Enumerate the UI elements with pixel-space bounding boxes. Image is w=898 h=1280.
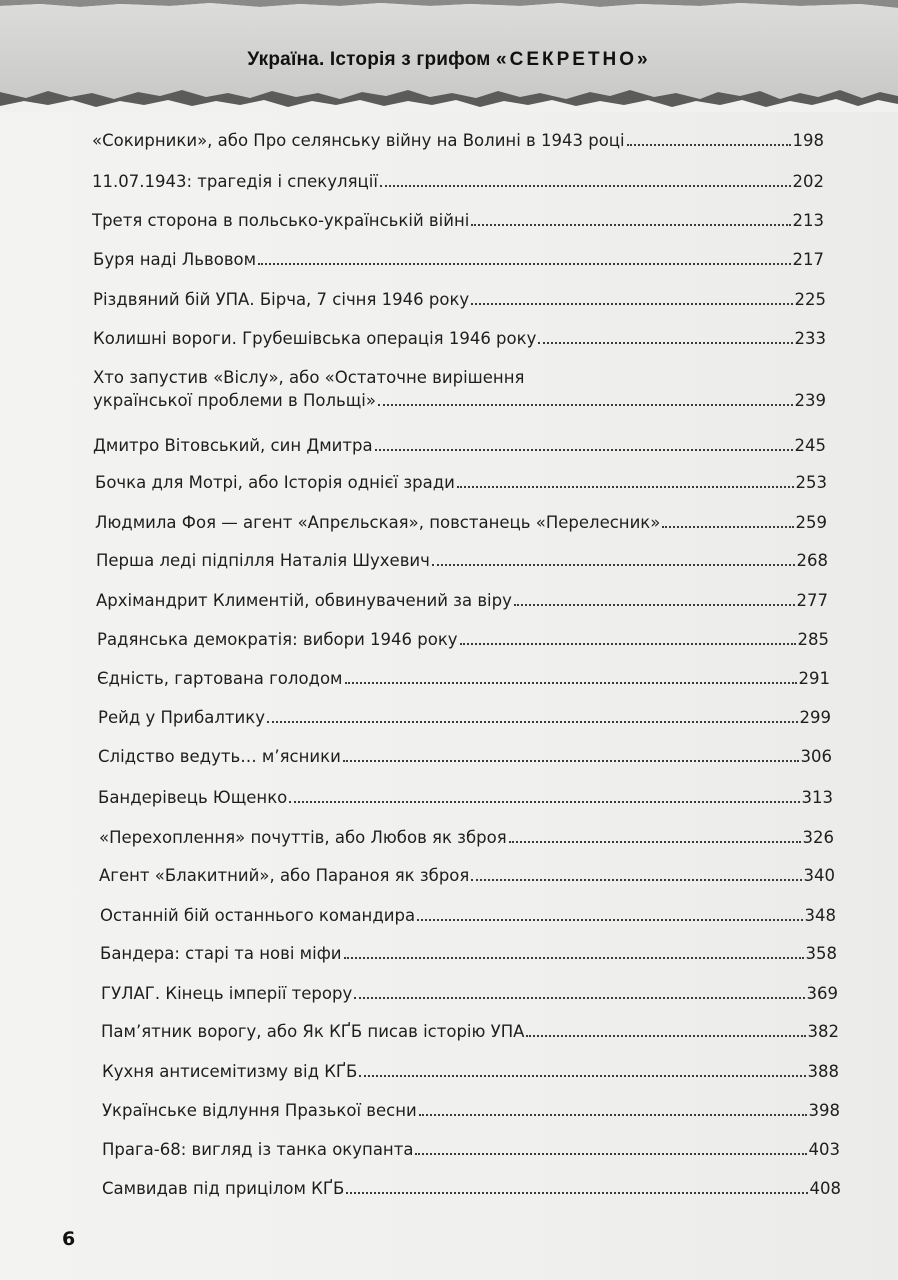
toc-entry-title: Кухня антисемітизму від КҐБ: [102, 1062, 358, 1081]
toc-entry-title: 11.07.1943: трагедія і спекуляції: [92, 172, 378, 191]
dot-leader: [343, 760, 799, 762]
toc-entry: [96, 549, 828, 572]
toc-entry: [98, 706, 831, 729]
toc-entry-page: 217: [792, 250, 824, 269]
dot-leader: [457, 486, 794, 488]
toc-entry-title: Третя сторона в польсько-українській війні: [92, 211, 470, 230]
toc-entry: [93, 434, 826, 457]
toc-entry-title: Рейд у Прибалтику: [98, 708, 265, 727]
toc-entry-title: Пам’ятник ворогу, або Як КҐБ писав історію УПА: [101, 1022, 525, 1041]
toc-entry: [100, 942, 837, 965]
toc-entry-page: 369: [806, 984, 838, 1003]
toc-entry-page: 268: [796, 551, 828, 570]
dot-leader: [415, 1153, 806, 1155]
toc-entry: [99, 826, 834, 849]
running-title-text: Україна. Історія з грифом: [247, 49, 497, 70]
toc-entry-title: «Перехоплення» почуттів, або Любов як зброя: [99, 828, 507, 847]
dot-leader: [359, 1075, 805, 1077]
toc-entry-page: 313: [801, 788, 833, 807]
toc-entry: [93, 288, 826, 311]
toc-entry: [100, 904, 836, 927]
toc-entry: [102, 1060, 839, 1083]
dot-leader: [460, 643, 796, 645]
toc-entry-title: Дмитро Вітовський, син Дмитра: [93, 436, 373, 455]
dot-leader: [627, 144, 791, 146]
toc-entry-title: Архімандрит Климентій, обвинувачений за віру: [96, 591, 512, 610]
toc-entry-title: Слідство ведуть… м’ясники: [98, 747, 341, 766]
toc-entry-page: 291: [798, 669, 830, 688]
toc-entry-page: 213: [792, 211, 824, 230]
toc-entry-page: 239: [794, 391, 826, 410]
toc-entry-title-continued: української проблеми в Польщі»: [93, 391, 376, 410]
toc-entry-page: 259: [795, 513, 827, 532]
toc-entry-row: [93, 389, 826, 412]
toc-entry: [97, 628, 829, 651]
dot-leader: [417, 919, 802, 921]
dot-leader: [354, 997, 804, 999]
toc-entry-title: Різдвяний бій УПА. Бірча, 7 січня 1946 року: [93, 290, 470, 309]
toc-entry: [98, 745, 832, 768]
toc-entry-title: Бандера: старі та нові міфи: [100, 944, 342, 963]
toc-entry-page: 398: [808, 1101, 840, 1120]
dot-leader: [419, 1114, 807, 1116]
toc-entry: [95, 471, 827, 494]
dot-leader: [432, 564, 795, 566]
toc-entry-title: Українське відлуння Празької весни: [102, 1101, 417, 1120]
toc-entry-page: 299: [799, 708, 831, 727]
toc-entry: [93, 327, 826, 350]
toc-entry-page: 340: [803, 866, 835, 885]
dot-leader: [375, 449, 793, 451]
dot-leader: [509, 841, 801, 843]
toc-entry-page: 382: [807, 1022, 839, 1041]
toc-entry: [102, 1138, 840, 1161]
dot-leader: [258, 263, 790, 265]
toc-entry-title: Хто запустив «Віслу», або «Остаточне вирішення: [93, 368, 525, 387]
toc-entry-title: Бандерівець Ющенко: [98, 788, 288, 807]
toc-entry-title: Колишні вороги. Грубешівська операція 1946 року: [93, 329, 537, 348]
toc-entry: [102, 1177, 841, 1200]
toc-entry: [102, 1099, 840, 1122]
dot-leader: [538, 342, 792, 344]
toc-entry-title: Людмила Фоя — агент «Апрєльская», повстанець «Перелесник»: [95, 513, 661, 532]
toc-entry: [95, 511, 827, 534]
dot-leader: [346, 1192, 807, 1194]
toc-entry: [92, 209, 824, 232]
toc-entry-page: 198: [792, 131, 824, 150]
toc-entry-page: 253: [795, 473, 827, 492]
toc-entry: [96, 589, 828, 612]
dot-leader: [345, 682, 797, 684]
dot-leader: [471, 303, 792, 305]
toc-entry-page: 245: [794, 436, 826, 455]
toc-entry-title: Радянська демократія: вибори 1946 року: [97, 630, 458, 649]
toc-entry-page: 233: [794, 329, 826, 348]
toc-entry-title: Буря наді Львовом: [93, 250, 257, 269]
toc-entry: [93, 248, 824, 271]
toc-entry-title: Агент «Блакитний», або Параноя як зброя: [99, 866, 470, 885]
toc-entry: [101, 1020, 839, 1043]
page-number: 6: [62, 1228, 76, 1250]
toc-entry-page: 285: [797, 630, 829, 649]
toc-entry: [93, 366, 826, 412]
toc-entry-page: 348: [804, 906, 836, 925]
toc-entry-page: 358: [805, 944, 837, 963]
toc-entry-title: Прага-68: вигляд із танка окупанта: [102, 1140, 414, 1159]
toc-entry-page: 408: [809, 1179, 841, 1198]
toc-entry: [99, 864, 835, 887]
toc-entry-title: Самвидав під прицілом КҐБ: [102, 1179, 345, 1198]
toc-entry: [92, 170, 824, 193]
toc-entry: [92, 129, 824, 152]
toc-entry-title: Останній бій останнього командира: [100, 906, 416, 925]
toc-entry-title: ГУЛАГ. Кінець імперії терору: [101, 984, 353, 1003]
dot-leader: [289, 801, 799, 803]
running-title-secret: «СЕКРЕТНО»: [496, 49, 651, 70]
toc-entry-page: 225: [794, 290, 826, 309]
dot-leader: [514, 604, 795, 606]
toc-entry-page: 403: [808, 1140, 840, 1159]
dot-leader: [662, 526, 793, 528]
dot-leader: [267, 721, 798, 723]
toc-entry: [98, 786, 833, 809]
toc-entry-title: Перша леді підпілля Наталія Шухевич: [96, 551, 430, 570]
dot-leader: [380, 185, 791, 187]
toc-entry-page: 277: [796, 591, 828, 610]
toc-entry-title: Єдність, гартована голодом: [97, 669, 343, 688]
dot-leader: [344, 957, 804, 959]
dot-leader: [378, 404, 793, 406]
dot-leader: [471, 879, 801, 881]
toc-entry-title: Бочка для Мотрі, або Історія однієї зради: [95, 473, 455, 492]
dot-leader: [526, 1035, 805, 1037]
dot-leader: [471, 224, 790, 226]
toc-entry-page: 306: [800, 747, 832, 766]
toc-entry-title: «Сокирники», або Про селянську війну на Волині в 1943 році: [92, 131, 625, 150]
toc-entry-page: 388: [807, 1062, 839, 1081]
toc-entry-page: 326: [802, 828, 834, 847]
toc-entry-page: 202: [792, 172, 824, 191]
toc-entry: [101, 982, 838, 1005]
toc-entry: [97, 667, 830, 690]
